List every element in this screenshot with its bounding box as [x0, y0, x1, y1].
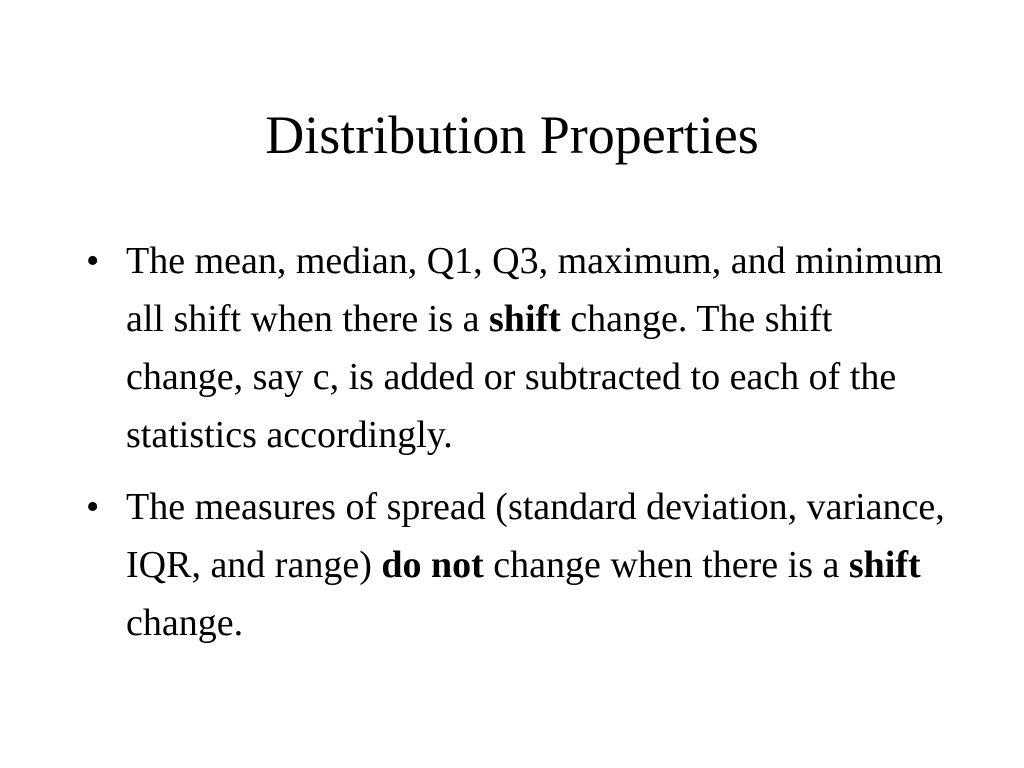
bullet-text-emphasis: shift: [848, 544, 921, 586]
bullet-text-segment: change when there is a: [483, 544, 849, 586]
bullet-text-segment: The measures of spread (standard deviation, variance, IQR, and range): [126, 486, 945, 586]
bullet-text-emphasis: do not: [381, 544, 484, 586]
bullet-text-emphasis: shift: [489, 298, 561, 340]
bullet-list: [86, 232, 956, 666]
bullet-text: [126, 486, 945, 644]
bullet-item: [86, 232, 956, 464]
bullet-text: [126, 240, 943, 456]
bullet-marker: •: [86, 240, 100, 282]
bullet-text-segment: change.: [126, 602, 244, 644]
bullet-item: [86, 478, 956, 652]
slide-title: Distribution Properties: [265, 105, 759, 165]
bullet-text-segment: The mean, median, Q1, Q3, maximum, and minimum all shift when there is a: [126, 240, 943, 340]
bullet-text-segment: change. The shift change, say c, is added or subtracted to each of the statistics accordingly.: [126, 298, 897, 456]
bullet-marker: •: [86, 486, 100, 528]
